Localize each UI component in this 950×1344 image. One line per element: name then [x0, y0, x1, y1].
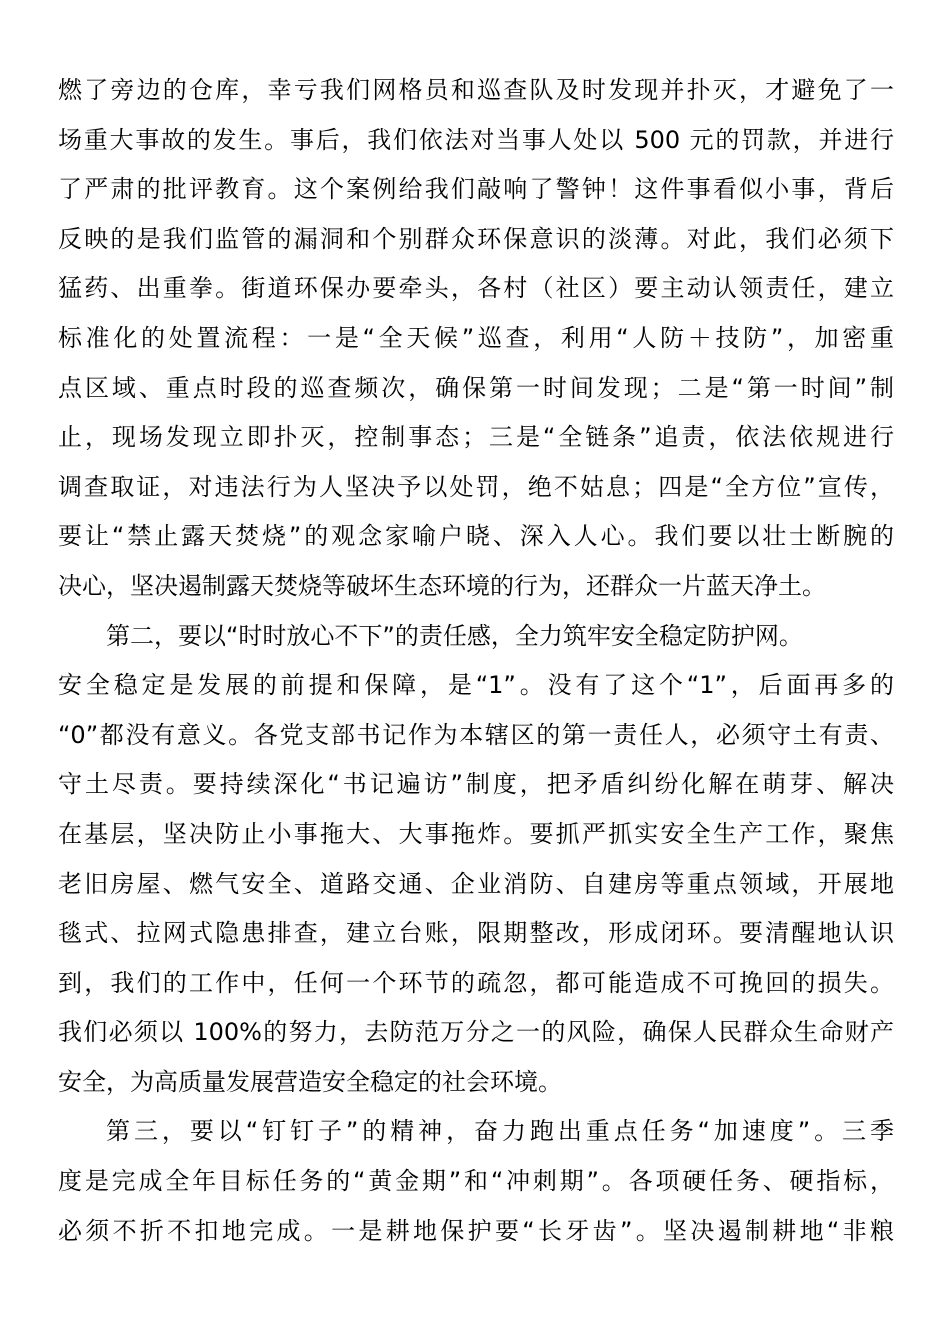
- paragraph-heading-third: 第三，要以“钉钉子”的精神，奋力跑出重点任务“加速度”。三季: [106, 1117, 894, 1146]
- text-line: 在基层，坚决防止小事拖大、大事拖炸。要抓严抓实安全生产工作，聚焦: [58, 819, 894, 848]
- body-text: [58, 66, 894, 1256]
- text-line: 老旧房屋、燃气安全、道路交通、企业消防、自建房等重点领域，开展地: [58, 869, 894, 898]
- text-line: 守土尽责。要持续深化“书记遍访”制度，把矛盾纠纷化解在萌芽、解决: [58, 770, 894, 799]
- text-line: 调查取证，对违法行为人坚决予以处罚，绝不姑息；四是“全方位”宣传，: [58, 472, 894, 501]
- text-line: 止，现场发现立即扑灭，控制事态；三是“全链条”追责，依法依规进行: [58, 423, 894, 452]
- text-line: 场重大事故的发生。事后，我们依法对当事人处以 500 元的罚款，并进行: [58, 125, 894, 154]
- text-line: 毯式、拉网式隐患排查，建立台账，限期整改，形成闭环。要清醒地认识: [58, 919, 894, 948]
- text-line: 反映的是我们监管的漏洞和个别群众环保意识的淡薄。对此，我们必须下: [58, 224, 894, 253]
- text-line: 我们必须以 100%的努力，去防范万分之一的风险，确保人民群众生命财产: [58, 1018, 894, 1047]
- text-line: 安全，为高质量发展营造安全稳定的社会环境。: [58, 1067, 562, 1096]
- text-line: 必须不折不扣地完成。一是耕地保护要“长牙齿”。坚决遏制耕地“非粮: [58, 1216, 894, 1245]
- text-line: 要让“禁止露天焚烧”的观念家喻户晓、深入人心。我们要以壮士断腕的: [58, 522, 894, 551]
- text-line: 了严肃的批评教育。这个案例给我们敲响了警钟！这件事看似小事，背后: [58, 175, 894, 204]
- paragraph-heading-second: 第二，要以“时时放心不下”的责任感，全力筑牢安全稳定防护网。: [106, 621, 803, 650]
- text-line: 点区域、重点时段的巡查频次，确保第一时间发现；二是“第一时间”制: [58, 373, 894, 402]
- text-line: 安全稳定是发展的前提和保障，是“1”。没有了这个“1”，后面再多的: [58, 671, 894, 700]
- text-line: “0”都没有意义。各党支部书记作为本辖区的第一责任人，必须守土有责、: [58, 720, 894, 749]
- text-line: 到，我们的工作中，任何一个环节的疏忽，都可能造成不可挽回的损失。: [58, 968, 894, 997]
- text-line: 决心，坚决遏制露天焚烧等破坏生态环境的行为，还群众一片蓝天净土。: [58, 571, 826, 600]
- text-line: 度是完成全年目标任务的“黄金期”和“冲刺期”。各项硬任务、硬指标，: [58, 1167, 894, 1196]
- text-line: 燃了旁边的仓库，幸亏我们网格员和巡查队及时发现并扑灭，才避免了一: [58, 76, 894, 104]
- text-line: 猛药、出重拳。街道环保办要牵头，各村（社区）要主动认领责任，建立: [58, 274, 894, 303]
- text-line: 标准化的处置流程：一是“全天候”巡查，利用“人防＋技防”，加密重: [58, 323, 894, 352]
